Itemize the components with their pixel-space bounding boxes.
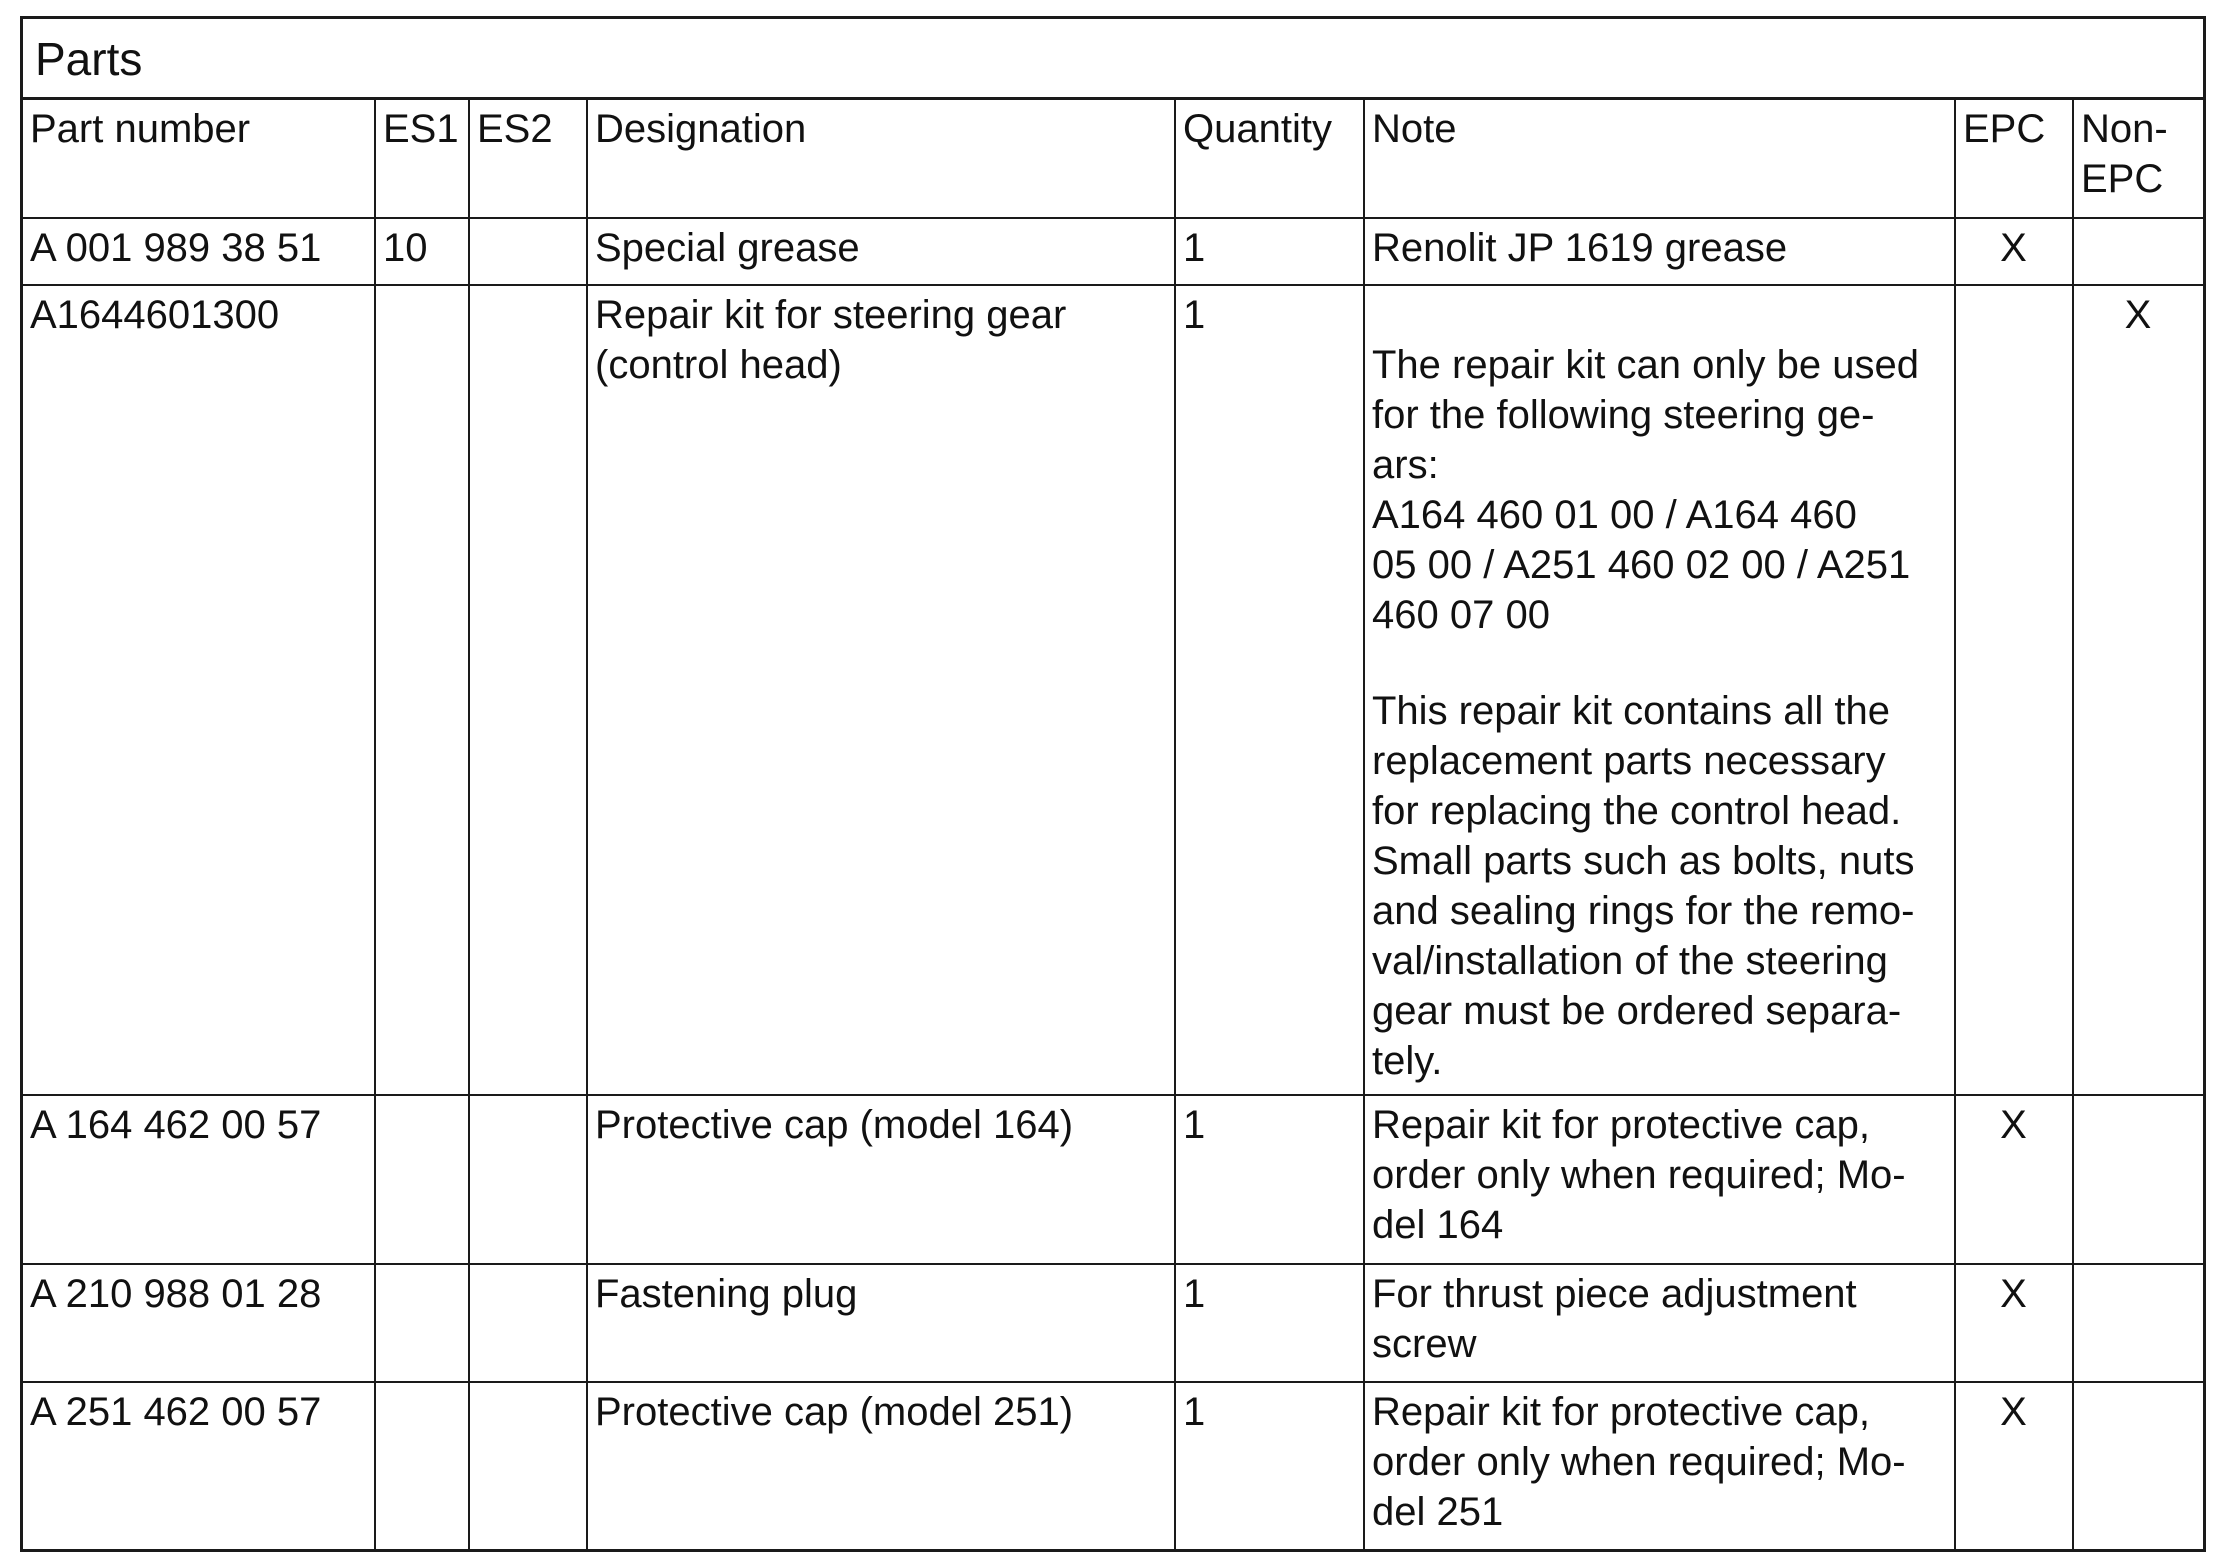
header-part-number: Part number (23, 100, 375, 218)
quantity-cell: 1 (1175, 285, 1364, 1095)
designation-cell: Special grease (587, 218, 1175, 285)
header-designation: Designation (587, 100, 1175, 218)
note-text: For thrust piece adjustment screw (1372, 1272, 1857, 1366)
note-text: Repair kit for protective cap, order only when required; Mo- del 164 (1372, 1103, 1906, 1247)
es2-cell (469, 285, 587, 1095)
note-cell (1364, 1382, 1955, 1549)
note-cell (1364, 1095, 1955, 1264)
note-cell (1364, 218, 1955, 285)
note-text: Renolit JP 1619 grease (1372, 226, 1788, 270)
table-row (23, 1382, 2203, 1549)
non-epc-cell (2073, 1382, 2203, 1549)
parts-table (23, 100, 2203, 1549)
table-row (23, 218, 2203, 285)
header-quantity: Quantity (1175, 100, 1364, 218)
non-epc-cell (2073, 218, 2203, 285)
es2-cell (469, 1264, 587, 1382)
part-number-cell: A 251 462 00 57 (30, 1390, 322, 1434)
quantity-cell: 1 (1175, 1264, 1364, 1382)
designation-cell: Protective cap (model 164) (587, 1095, 1175, 1264)
table-title: Parts (23, 19, 2203, 100)
note-cell (1364, 1264, 1955, 1382)
header-note: Note (1364, 100, 1955, 218)
table-row (23, 1264, 2203, 1382)
epc-cell: X (1955, 1264, 2073, 1382)
header-non-epc: Non- EPC (2073, 100, 2203, 218)
paragraph-gap (1372, 640, 1946, 686)
es1-cell: 10 (375, 218, 469, 285)
epc-cell: X (1955, 1095, 2073, 1264)
es2-cell (469, 1095, 587, 1264)
es1-cell (375, 285, 469, 1095)
header-epc: EPC (1955, 100, 2073, 218)
note-text: The repair kit can only be used for the following steering ge- ars: A164 460 01 00 / A164 460 05 00 / A251 460 02 00 / A251 460 07 00 (1372, 343, 1919, 637)
quantity-cell: 1 (1175, 1095, 1364, 1264)
part-number-cell: A 001 989 38 51 (23, 218, 375, 285)
header-es1: ES1 (375, 100, 469, 218)
part-number-cell: A 164 462 00 57 (23, 1095, 375, 1264)
note-text: Repair kit for protective cap, order only when required; Mo- del 251 (1372, 1390, 1906, 1534)
designation-cell: Protective cap (model 251) (587, 1382, 1175, 1549)
table-row (23, 285, 2203, 1095)
table-row (23, 1095, 2203, 1264)
designation-cell: Fastening plug (587, 1264, 1175, 1382)
quantity-cell: 1 (1175, 218, 1364, 285)
epc-cell: X (1955, 218, 2073, 285)
non-epc-cell (2073, 1264, 2203, 1382)
epc-cell: X (1955, 1382, 2073, 1549)
es2-cell (469, 1382, 587, 1549)
non-epc-cell: X (2073, 285, 2203, 1095)
non-epc-cell (2073, 1095, 2203, 1264)
es1-cell (375, 1095, 469, 1264)
header-es2: ES2 (469, 100, 587, 218)
parts-table-container (20, 16, 2206, 1552)
es2-cell (469, 218, 587, 285)
designation-cell: Repair kit for steering gear (control head) (587, 285, 1175, 1095)
part-number-cell: A1644601300 (23, 285, 375, 1095)
es1-cell (375, 1264, 469, 1382)
note-cell (1364, 285, 1955, 1095)
header-row (23, 100, 2203, 218)
note-extra-text: This repair kit contains all the replacement parts necessary for replacing the control head. Small parts such as bolts, nuts and sealing rings for the remo- val/installation of the steering gear must be ordered separa- tely. (1372, 689, 1915, 1083)
epc-cell (1955, 285, 2073, 1095)
es1-cell (375, 1382, 469, 1549)
quantity-cell: 1 (1175, 1382, 1364, 1549)
part-number-cell: A 210 988 01 28 (23, 1264, 375, 1382)
